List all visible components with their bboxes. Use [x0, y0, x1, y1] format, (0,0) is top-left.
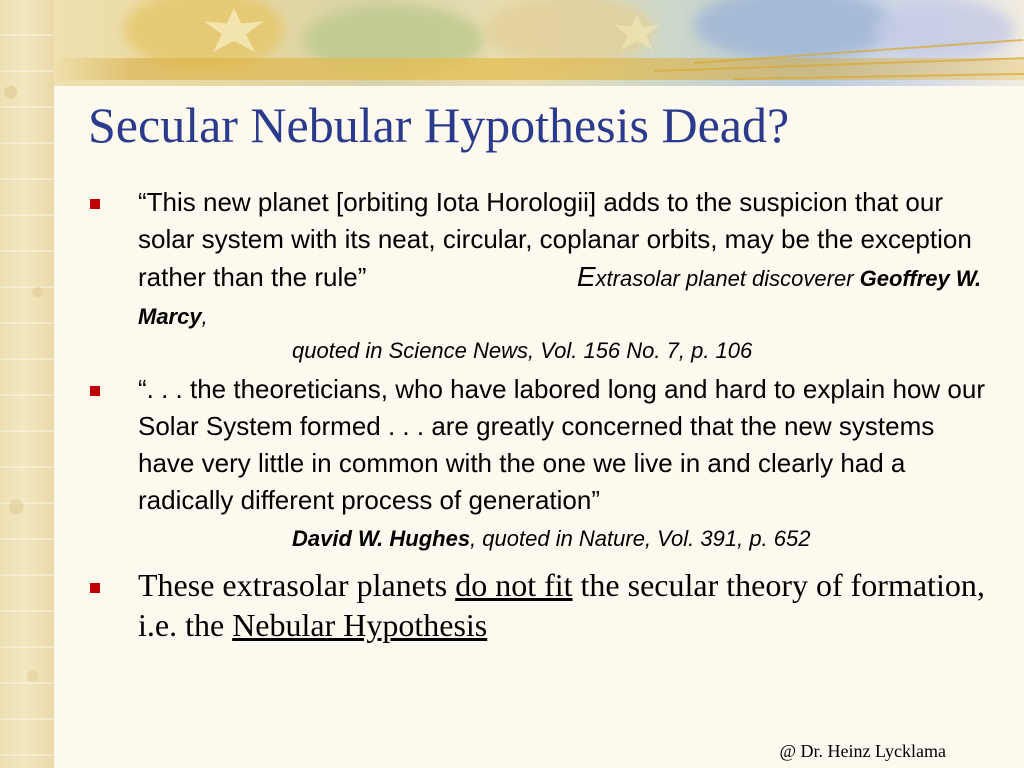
- citation: [138, 523, 988, 555]
- underlined-phrase-do-not-fit: do not fit: [455, 567, 573, 603]
- bullet-item-conclusion: [88, 565, 988, 645]
- conclusion-text-start: These extrasolar planets: [138, 567, 456, 603]
- bullet-square-icon: [90, 583, 100, 593]
- quote-text: “. . . the theoreticians, who have labored long and hard to explain how our Solar System formed . . . are greatly concerned that the new systems have very little in common with the one we live in and clearly had a radically different process of generation”: [138, 374, 985, 515]
- attribution-text: xtrasolar planet discoverer: [595, 266, 860, 291]
- conclusion-text-middle: the secular theory of formation, i.e. the: [138, 567, 985, 643]
- underlined-phrase-nebular-hypothesis: Nebular Hypothesis: [232, 607, 488, 643]
- parchment-left-strip: [0, 0, 54, 768]
- bullet-square-icon: [90, 386, 100, 396]
- attribution-name: Geoffrey W. Marcy: [138, 266, 982, 329]
- citation: quoted in Science News, Vol. 156 No. 7, p. 106: [292, 338, 753, 363]
- footer-credit: @ Dr. Heinz Lycklama: [779, 741, 946, 761]
- citation-name: David W. Hughes: [292, 526, 471, 551]
- attribution-comma: ,: [201, 304, 208, 329]
- decorative-banner: [54, 0, 1024, 86]
- quote-text: “This new planet [orbiting Iota Horologii] adds to the suspicion that our solar system with its neat, circular, coplanar orbits, may be the exception rather than the rule”: [138, 187, 972, 292]
- bullet-item-marcy-quote: [88, 184, 988, 367]
- attribution-initial: E: [576, 261, 596, 292]
- citation-text: , quoted in Nature, Vol. 391, p. 652: [470, 526, 811, 551]
- banner-blotch-lilac: [874, 0, 1014, 60]
- slide-title: Secular Nebular Hypothesis Dead?: [88, 97, 790, 153]
- bullet-list: [88, 184, 988, 645]
- bullet-item-hughes-quote: [88, 371, 988, 555]
- bullet-square-icon: [90, 199, 100, 209]
